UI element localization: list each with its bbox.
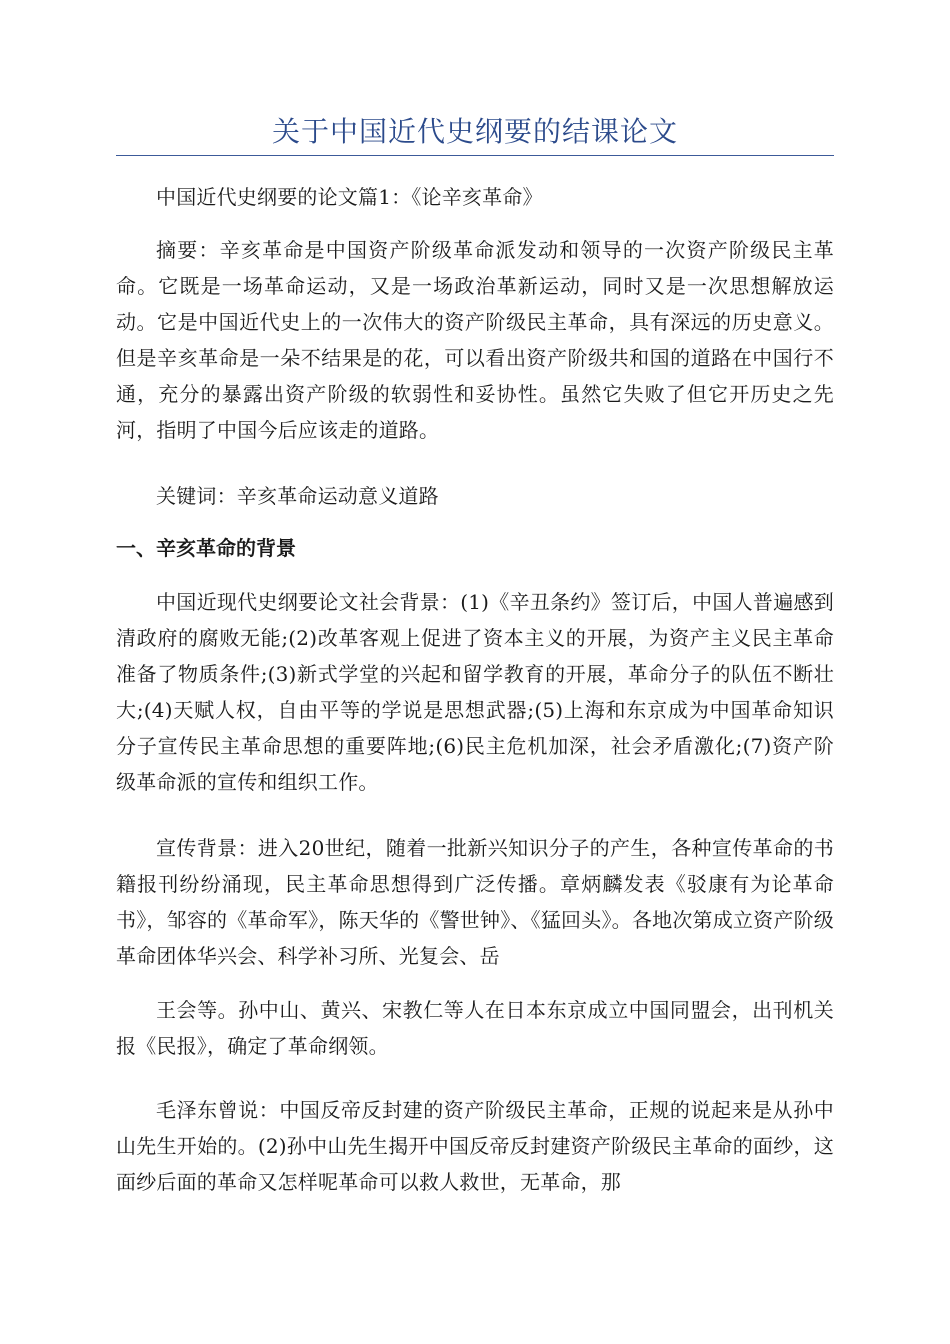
paragraph-tongmenghui: 王会等。孙中山、黄兴、宋教仁等人在日本东京成立中国同盟会，出刊机关报《民报》，确定了革命纲领。 xyxy=(116,998,834,1058)
section-heading-background: 一、辛亥革命的背景 xyxy=(116,536,296,560)
paragraph-propaganda-background: 宣传背景：进入20世纪，随着一批新兴知识分子的产生，各种宣传革命的书籍报刊纷纷涌现，民主革命思想得到广泛传播。章炳麟发表《驳康有为论革命书》，邹容的《革命军》，陈天华的《警世钟》、《猛回头》。各地次第成立资产阶级革命团体华兴会、科学补习所、光复会、岳 xyxy=(116,836,834,968)
paragraph-mao-quote: 毛泽东曾说：中国反帝反封建的资产阶级民主革命，正规的说起来是从孙中山先生开始的。(2)孙中山先生揭开中国反帝反封建资产阶级民主革命的面纱，这面纱后面的革命又怎样呢革命可以救人救世，无革命，那 xyxy=(116,1098,834,1194)
paragraph-article-subtitle: 中国近代史纲要的论文篇1：《论辛亥革命》 xyxy=(156,185,543,209)
title-divider xyxy=(116,155,834,156)
paragraph-keywords: 关键词：辛亥革命运动意义道路 xyxy=(156,484,439,508)
paragraph-abstract: 摘要：辛亥革命是中国资产阶级革命派发动和领导的一次资产阶级民主革命。它既是一场革命运动，又是一场政治革新运动，同时又是一次思想解放运动。它是中国近代史上的一次伟大的资产阶级民主革命，具有深远的历史意义。但是辛亥革命是一朵不结果是的花，可以看出资产阶级共和国的道路在中国行不通，充分的暴露出资产阶级的软弱性和妥协性。虽然它失败了但它开历史之先河，指明了中国今后应该走的道路。 xyxy=(116,238,834,442)
document-title: 关于中国近代史纲要的结课论文 xyxy=(271,115,678,148)
paragraph-social-background: 中国近现代史纲要论文社会背景：(1)《辛丑条约》签订后，中国人普遍感到清政府的腐败无能;(2)改革客观上促进了资本主义的开展，为资产主义民主革命准备了物质条件;(3)新式学堂的兴起和留学教育的开展，革命分子的队伍不断壮大;(4)天赋人权，自由平等的学说是思想武器;(5)上海和东京成为中国革命知识分子宣传民主革命思想的重要阵地;(6)民主危机加深，社会矛盾激化;(7)资产阶级革命派的宣传和组织工作。 xyxy=(116,590,834,794)
